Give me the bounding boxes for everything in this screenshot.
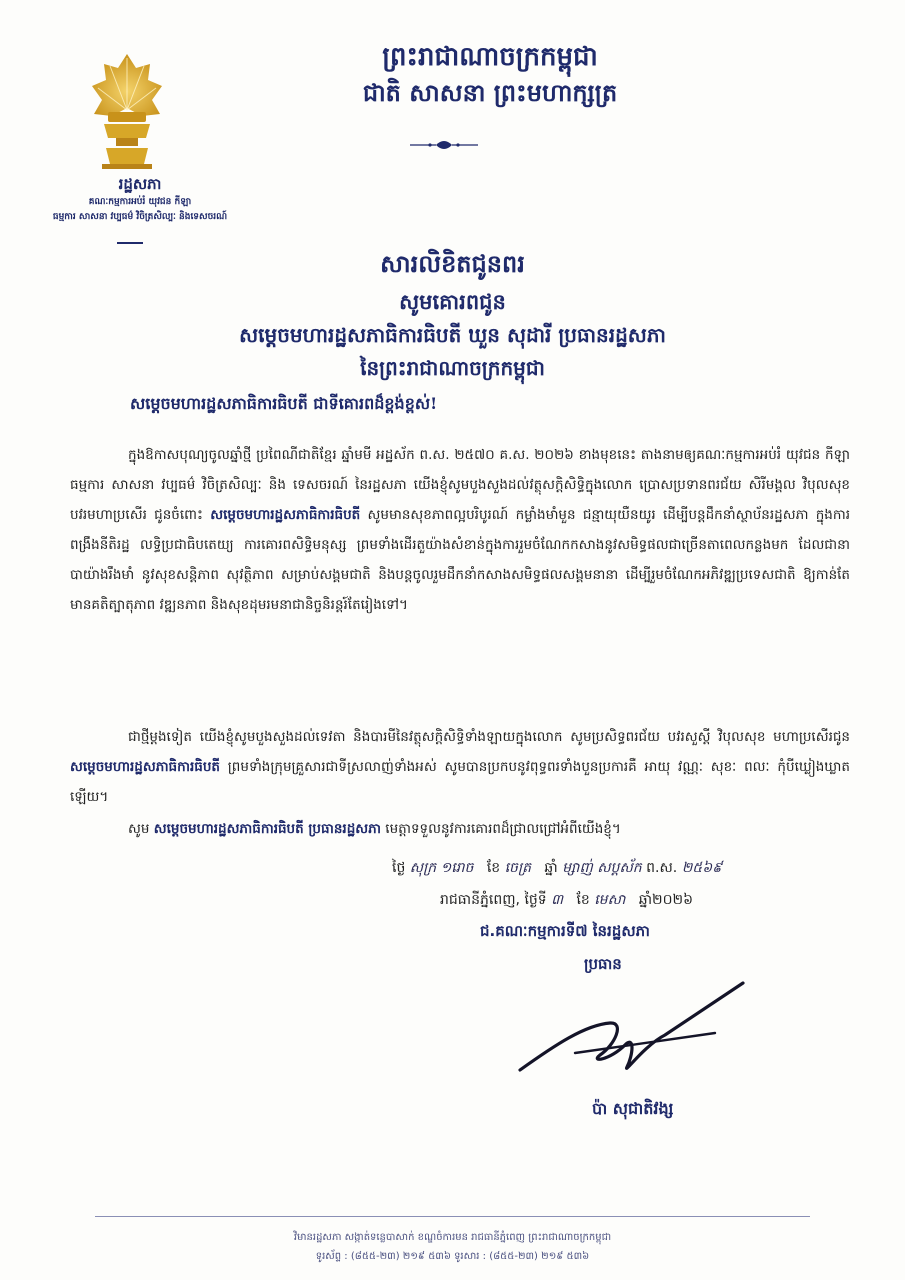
solar-date-line: រាជធានីភ្នំពេញ, ថ្ងៃទី ៣ ខែ មេសា ឆ្នាំ២០២៦ <box>440 892 694 908</box>
p2-text-a: ជាថ្មីម្ដងទៀត យើងខ្ញុំសូមបួងសួងដល់ទេវតា និងបារមីនៃវត្ថុសក្តិសិទ្ធិទាំងឡាយក្នុងលោក សូមប្រសិទ្ធពរជ័យ បវរសួស្តី វិបុលសុខ មហាប្រសើរជូន <box>128 729 850 745</box>
lunar-year: ម្សាញ់ សប្តស័ក <box>562 860 642 876</box>
committee-detail: ធម្មការ សាសនា វប្បធម៌ វិចិត្រសិល្បៈ និងទេសចរណ៍ <box>52 212 228 222</box>
p3-text-b: មេត្តាទទួលនូវការគោរពដ៏ជ្រាលជ្រៅអំពីយើងខ្ញុំ។ <box>385 821 621 837</box>
organization-name: រដ្ឋសភា <box>118 175 162 193</box>
p2-text-b: ព្រមទាំងក្រុមគ្រួសារជាទីស្រលាញ់ទាំងអស់ សូមបានប្រកបនូវពុទ្ធពរទាំងបួនប្រការគឺ អាយុ វណ្ណៈ សុខៈ ពលៈ កុំបីឃ្លៀងឃ្លាតឡើយ។ <box>70 759 850 805</box>
ornament-divider-icon <box>410 137 478 153</box>
handwritten-signature-icon <box>515 975 755 1080</box>
p3-text-a: សូម <box>128 821 150 837</box>
p1-text-a: ក្នុងឱកាសបុណ្យចូលឆ្នាំថ្មី ប្រពៃណីជាតិខ្មែរ ឆ្នាំមមី អដ្ឋស័ក ព.ស. ២៥៧០ គ.ស. ២០២៦ ខាងមុខនេះ តាងនាមឲ្យគណៈកម្មការអប់រំ យុវជន កីឡា ធម្មការ សាសនា វប្បធម៌ វិចិត្រសិល្បៈ និង ទេសចរណ៍ នៃរដ្ឋសភា យើងខ្ញុំសូមបួងសួងដល់វត្ថុសក្តិសិទ្ធិក្នុងលោក ប្រោសប្រទានពរជ័យ សិរីមង្គល វិបុលសុខ បវរមហាប្រសើរ ជូនចំពោះ <box>70 447 850 523</box>
footer-address: វិមានរដ្ឋសភា សង្កាត់ទន្លេបាសាក់ ខណ្ឌចំការមន រាជធានីភ្នំពេញ ព្រះរាជាណាចក្រកម្ពុជា <box>293 1232 612 1243</box>
footer-contacts: ទូរស័ព្ទ : (៨៥៥-២៣) ២១៩ ៥៣៦ ទូរសារ : (៨៥៥-២៣) ២១៩ ៥៣៦ <box>315 1251 590 1262</box>
lunar-month: ចេត្រ <box>504 860 531 876</box>
organization-divider <box>117 242 143 244</box>
parliament-emblem-icon <box>90 50 164 170</box>
letter-type: សារលិខិតជូនពរ <box>380 249 525 278</box>
solar-month: មេសា <box>594 892 626 908</box>
body-paragraph-3 <box>70 814 850 844</box>
p2-honorific: សម្ដេចមហារដ្ឋសភាធិការធិបតី <box>70 759 220 775</box>
body-paragraph-2 <box>70 722 850 812</box>
footer-divider <box>95 1216 810 1217</box>
buddhist-era-year: ២៥៦៩ <box>681 860 723 876</box>
signer-name: ប៉ា សុជាតិវង្ស <box>592 1099 674 1118</box>
solar-day: ៣ <box>551 892 564 908</box>
p1-honorific: សម្ដេចមហារដ្ឋសភាធិការធិបតី <box>210 507 361 523</box>
on-behalf-line: ជ.គណៈកម្មការទី៧ នៃរដ្ឋសភា <box>480 922 650 940</box>
salutation: សម្ដេចមហារដ្ឋសភាធិការធិបតី ជាទីគោរពដ៏ខ្ពង់ខ្ពស់! <box>130 394 438 413</box>
signer-role: ប្រធាន <box>584 955 622 973</box>
solar-year: ២០២៦ <box>652 892 694 908</box>
recipient-kingdom: នៃព្រះរាជាណាចក្រកម្ពុជា <box>360 356 545 380</box>
lunar-day: សុក្រ ១រោច <box>409 860 474 876</box>
p3-honorific: សម្ដេចមហារដ្ឋសភាធិការធិបតី ប្រធានរដ្ឋសភា <box>153 821 381 837</box>
body-paragraph-1 <box>70 440 850 620</box>
respectfully-line: សូមគោរពជូន <box>399 289 506 314</box>
committee-name: គណៈកម្មការអប់រំ យុវជន កីឡា <box>88 197 192 207</box>
lunar-date-line: ថ្ងៃ សុក្រ ១រោច ខែ ចេត្រ ឆ្នាំ ម្សាញ់ សប្តស័ក ព.ស. ២៥៦៩ <box>392 860 723 876</box>
national-motto: ជាតិ សាសនា ព្រះមហាក្សត្រ <box>362 78 618 107</box>
p1-text-b: សូមមានសុខភាពល្អបរិបូរណ៍ កម្លាំងមាំមួន ជន្មាយុយឺនយូរ ដើម្បីបន្តដឹកនាំស្ថាប័នរដ្ឋសភា ក្នុងការពង្រឹងនីតិរដ្ឋ លទ្ធិប្រជាធិបតេយ្យ ការគោរពសិទ្ធិមនុស្ស ព្រមទាំងដើរតួយ៉ាងសំខាន់ក្នុងការរួមចំណែកកសាងនូវសមិទ្ធផលជាច្រើនតាពេលកន្លងមក ដែលជានាបាយ៉ាងរឹងមាំ នូវសុខសន្តិភាព សុវត្ថិភាព សម្រាប់សង្គមជាតិ និងបន្តចូលរួមដឹកនាំកសាងសមិទ្ធផលសង្គមនានា ដើម្បីរួមចំណែកអភិវឌ្ឍប្រទេសជាតិ ឱ្យកាន់តែមានគតិត្បាតុភាព វឌ្ឍនភាព និងសុខដុមរមនាជានិច្ចនិរន្តរ៍តែរៀងទៅ។ <box>70 507 851 613</box>
kingdom-title: ព្រះរាជាណាចក្រកម្ពុជា <box>382 42 598 72</box>
recipient-line: សម្ដេចមហារដ្ឋសភាធិការធិបតី ឃួន សុដារី ប្រធានរដ្ឋសភា <box>239 323 666 347</box>
